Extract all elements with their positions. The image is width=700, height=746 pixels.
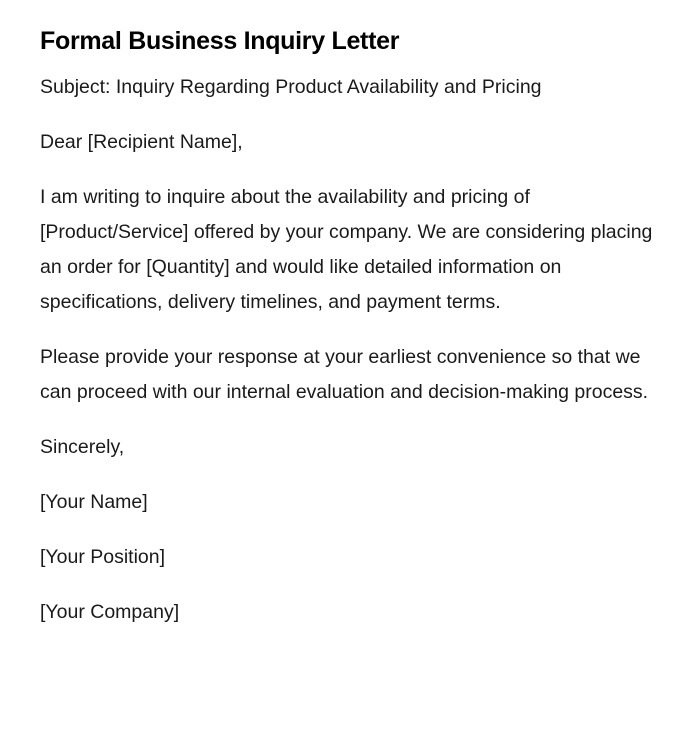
signature-company: [Your Company] [40,601,180,623]
letter-body-paragraph-1: I am writing to inquire about the availability and pricing of [Product/Service] offered by your company. We are considering placing an order for [Quantity] and would like detailed information on specifications, delivery timelines, and payment terms. [40,186,653,313]
page-title: Formal Business Inquiry Letter [40,27,400,55]
letter-salutation: Dear [Recipient Name], [40,131,243,153]
signature-name: [Your Name] [40,491,148,513]
letter-closing: Sincerely, [40,436,125,458]
signature-position: [Your Position] [40,546,166,568]
letter-body-paragraph-2: Please provide your response at your earliest convenience so that we can proceed with our internal evaluation and decision-making process. [40,346,649,403]
letter-subject: Subject: Inquiry Regarding Product Availability and Pricing [40,76,542,98]
